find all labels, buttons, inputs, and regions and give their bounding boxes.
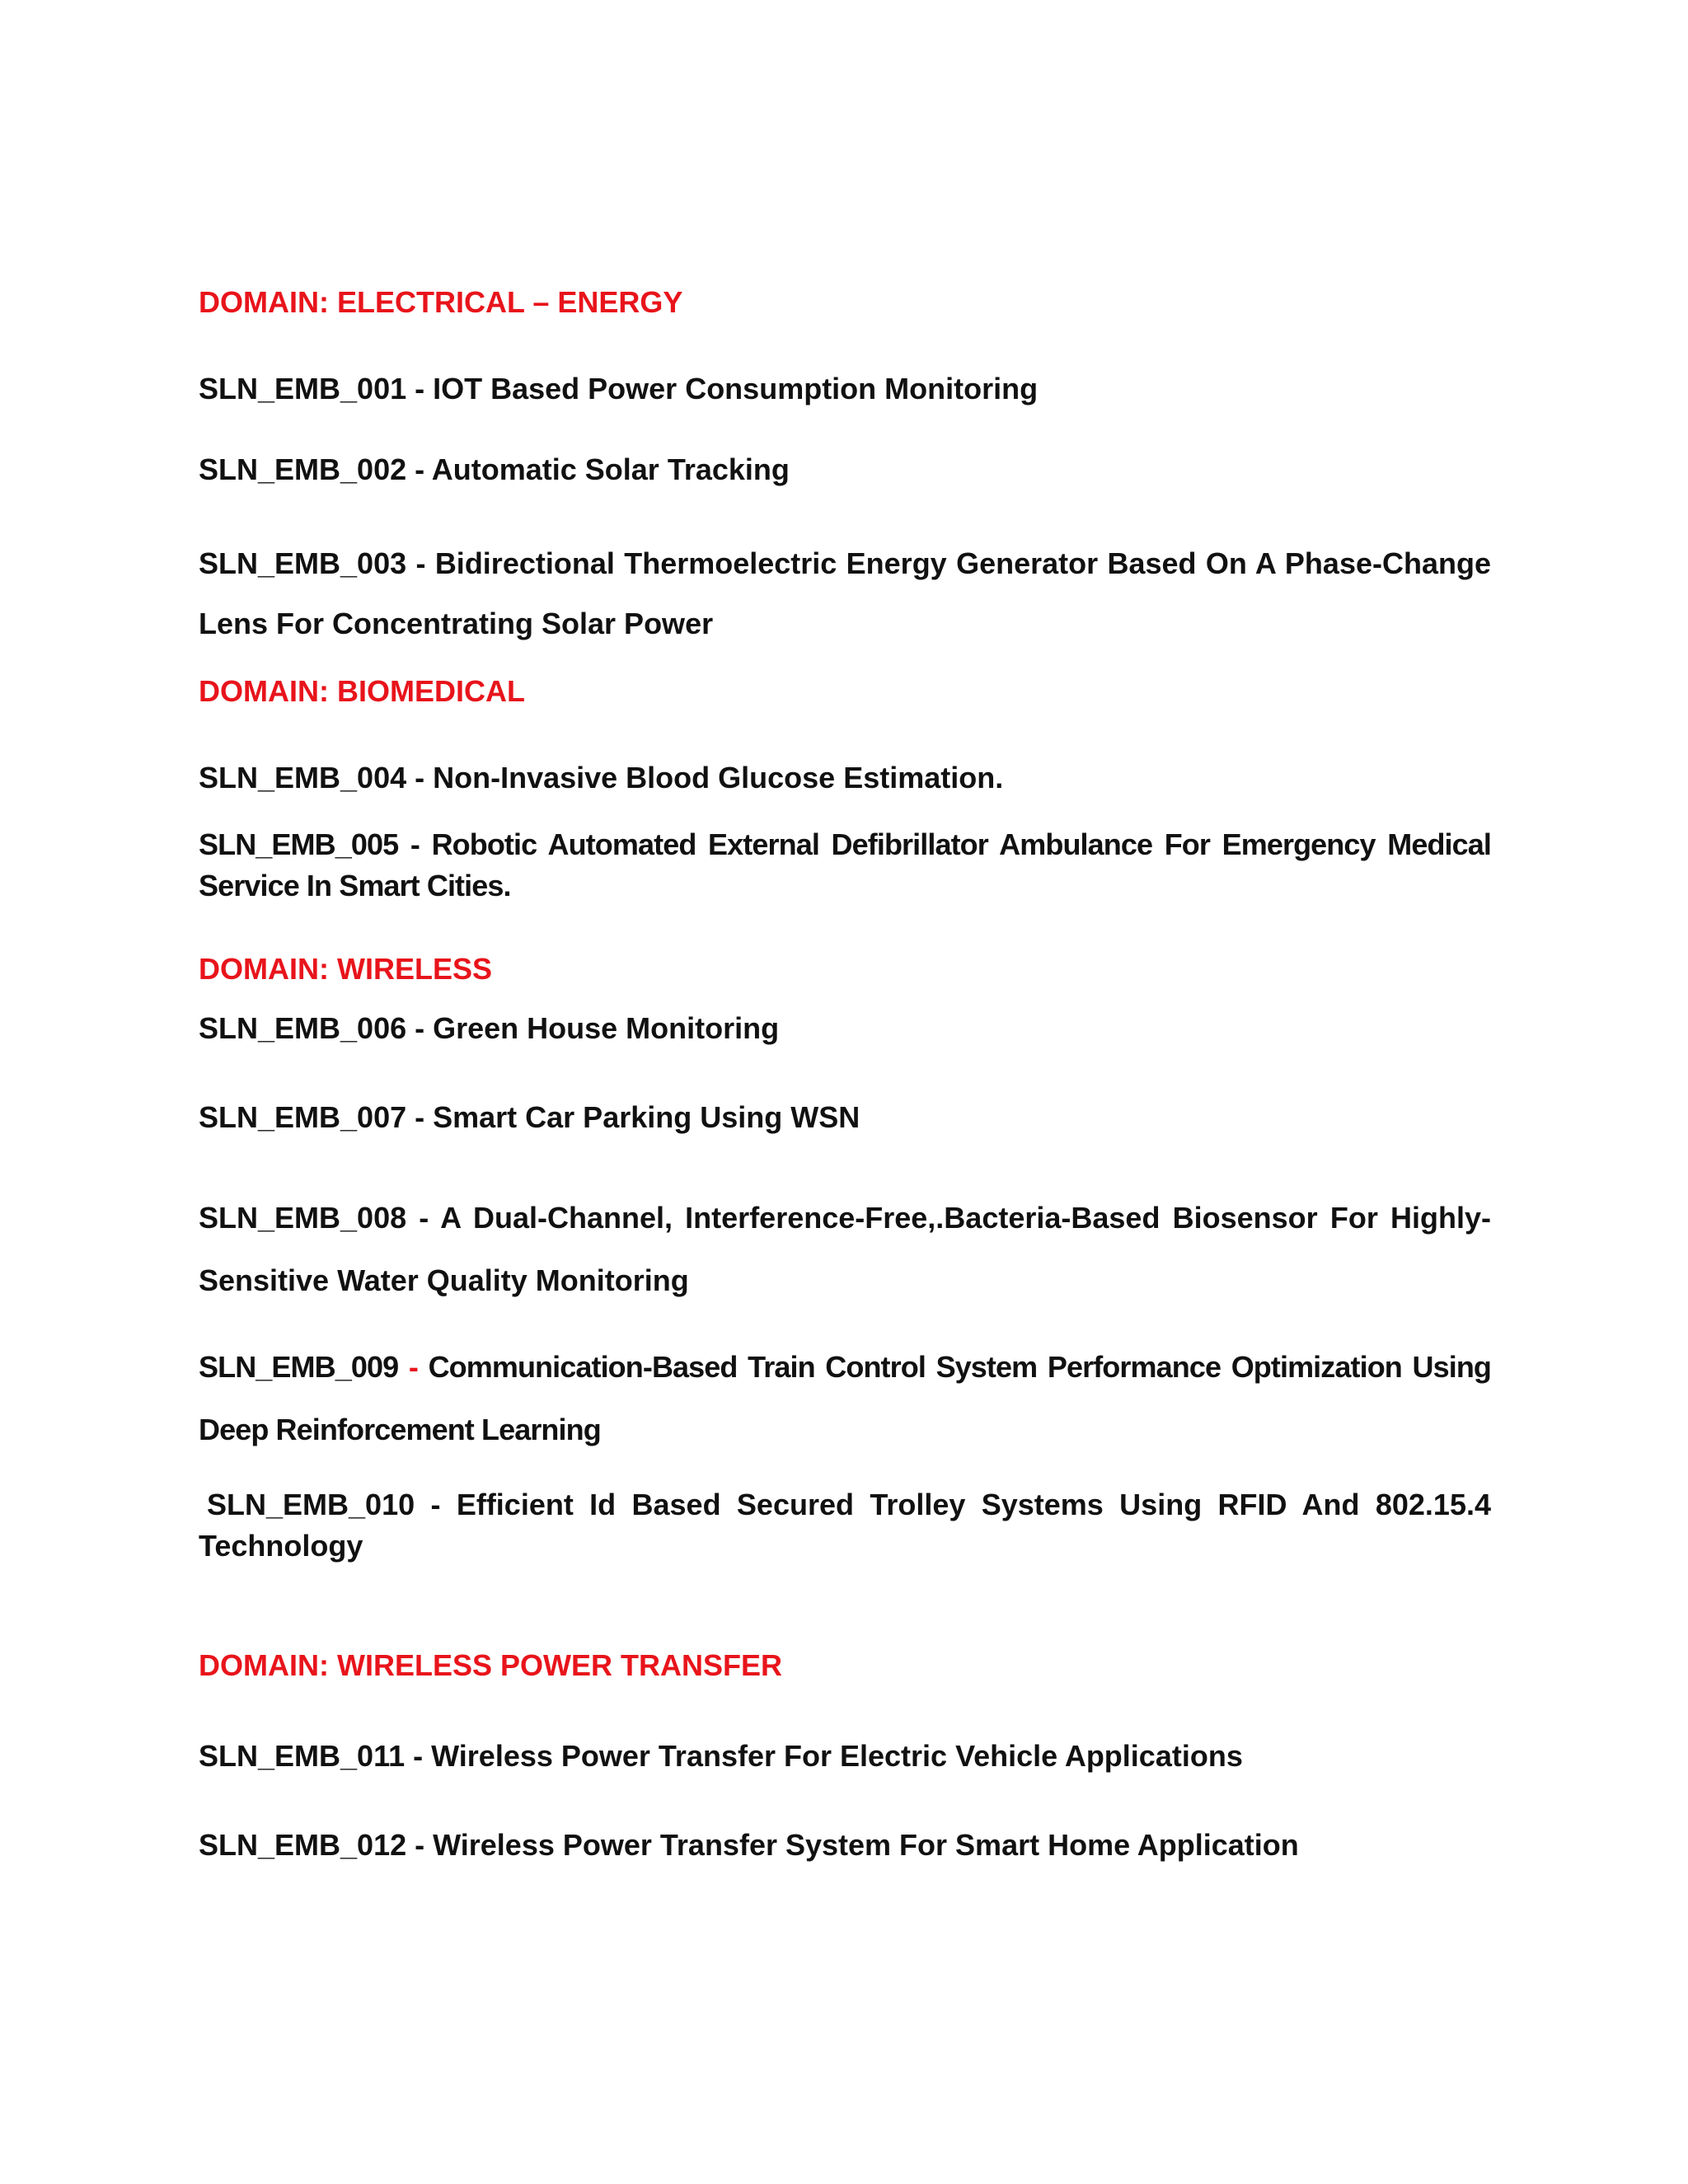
project-title: Efficient Id Based Secured Trolley Systems Using RFID And 802.15.4 Technology [199, 1488, 1491, 1563]
project-item [199, 761, 1491, 795]
project-title: Communication-Based Train Control System Performance Optimization Using Deep Reinforcement Learning [199, 1350, 1492, 1446]
project-item [199, 372, 1491, 406]
project-code: SLN_EMB_007 [199, 1100, 407, 1134]
separator: - [406, 1201, 441, 1235]
project-code: SLN_EMB_010 [207, 1488, 415, 1521]
project-title: Wireless Power Transfer System For Smart Home Application [433, 1828, 1299, 1862]
domain-heading-wireless: DOMAIN: WIRELESS [199, 952, 492, 986]
separator: - [406, 1011, 434, 1045]
project-title: A Dual-Channel, Interference-Free,.Bacteria-Based Biosensor For Highly-Sensitive Water Quality Monitoring [199, 1201, 1492, 1297]
separator: - [415, 1488, 457, 1521]
project-title: Wireless Power Transfer For Electric Vehicle Applications [431, 1739, 1243, 1773]
separator: - [406, 372, 434, 405]
project-title: Bidirectional Thermoelectric Energy Generator Based On A Phase-Change Lens For Concentrating Solar Power [199, 546, 1491, 640]
separator: - [398, 827, 432, 861]
project-code: SLN_EMB_001 [199, 372, 407, 405]
project-item [199, 1100, 1491, 1135]
project-title: Non-Invasive Blood Glucose Estimation. [433, 761, 1004, 794]
project-code: SLN_EMB_003 [199, 546, 407, 580]
project-code: SLN_EMB_006 [199, 1011, 407, 1045]
domain-heading-wireless-power-transfer: DOMAIN: WIRELESS POWER TRANSFER [199, 1648, 782, 1682]
project-item [199, 1484, 1491, 1567]
separator: - [406, 452, 432, 486]
project-item [199, 533, 1491, 654]
project-item [199, 1336, 1491, 1461]
project-item [199, 452, 1491, 487]
separator: - [406, 1100, 434, 1134]
project-code: SLN_EMB_002 [199, 452, 407, 486]
separator: - [406, 1828, 434, 1862]
project-code: SLN_EMB_004 [199, 761, 407, 794]
project-title: IOT Based Power Consumption Monitoring [433, 372, 1039, 405]
project-item [199, 1739, 1491, 1774]
separator: - [398, 1350, 429, 1384]
project-item [199, 1828, 1491, 1863]
project-title: Green House Monitoring [433, 1011, 780, 1045]
separator: - [406, 761, 434, 794]
project-title: Robotic Automated External Defibrillator Ambulance For Emergency Medical Service In Smart Cities. [199, 827, 1492, 902]
domain-heading-electrical-energy: DOMAIN: ELECTRICAL – ENERGY [199, 285, 683, 319]
domain-heading-biomedical: DOMAIN: BIOMEDICAL [199, 674, 525, 708]
project-code: SLN_EMB_005 [199, 827, 399, 861]
project-item [199, 1187, 1491, 1312]
project-code: SLN_EMB_012 [199, 1828, 407, 1862]
project-code: SLN_EMB_008 [199, 1201, 407, 1235]
project-code: SLN_EMB_011 [199, 1739, 406, 1773]
project-title: Smart Car Parking Using WSN [433, 1100, 860, 1134]
separator: - [405, 1739, 432, 1773]
project-title: Automatic Solar Tracking [431, 452, 790, 486]
project-item [199, 824, 1491, 907]
separator: - [406, 546, 435, 580]
project-item [199, 1011, 1491, 1046]
project-code: SLN_EMB_009 [199, 1350, 399, 1384]
